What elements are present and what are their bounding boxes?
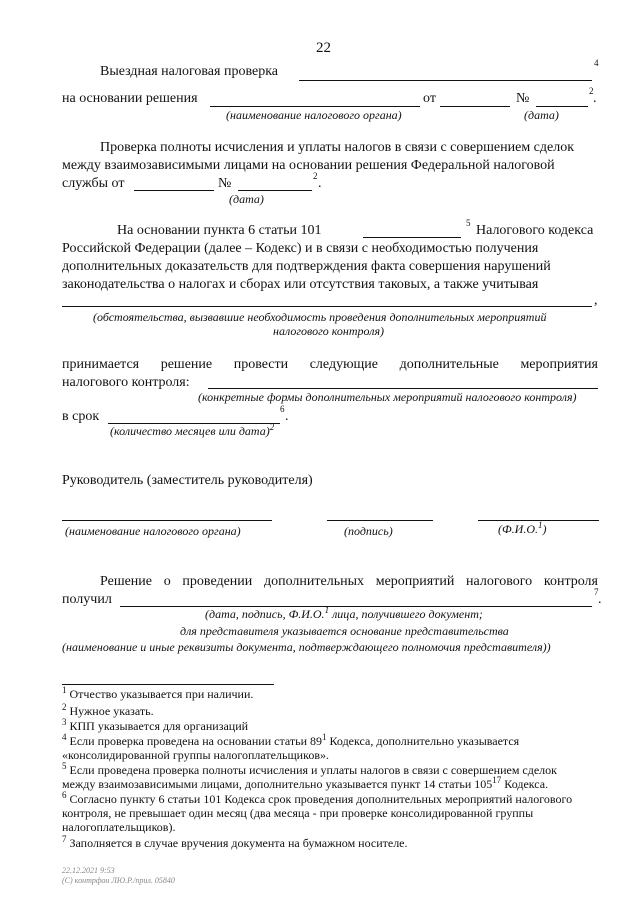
word: проведении <box>182 574 253 589</box>
article-field[interactable] <box>363 237 461 238</box>
para1-footnote-ref: 2 <box>313 171 318 181</box>
para2-line1b: Налогового кодекса <box>476 223 594 238</box>
signature-org-caption: (наименование налогового органа) <box>65 524 241 538</box>
number-sign: № <box>516 91 530 106</box>
circumstances-caption-2: налогового контроля) <box>273 324 385 338</box>
para1-line3: службы от <box>62 176 125 191</box>
footnote-6-cont: контроля, не превышает один месяц (два месяца - при проверке консолидированной группы <box>62 806 534 820</box>
word: провести <box>233 357 289 372</box>
receipt-line1 <box>100 574 598 590</box>
signature-org-field[interactable] <box>62 520 272 521</box>
tax-authority-field[interactable] <box>210 106 420 107</box>
tax-authority-caption: (наименование налогового органа) <box>226 108 402 122</box>
term-label: в срок <box>62 409 100 424</box>
fns-decision-number-field[interactable] <box>238 190 312 191</box>
footnote-2: $^2$ Нужное указать. <box>62 702 154 718</box>
word: принимается <box>62 357 140 372</box>
footnote-ref-4: 4 <box>594 58 599 68</box>
control-measures-field[interactable] <box>208 388 598 389</box>
footnote-ref-2: 2 <box>589 86 594 96</box>
para2-line1a: На основании пункта 6 статьи 101 <box>117 223 322 238</box>
received-label: получил <box>62 592 112 607</box>
term-caption: (количество месяцев или дата)$^2$ <box>110 422 275 438</box>
word: решение <box>160 357 213 372</box>
decision-number-field[interactable] <box>536 106 588 107</box>
para3-line1 <box>62 357 598 373</box>
receipt-caption-1: (дата, подпись, Ф.И.О.$^1$ лица, получившего документ; <box>205 605 483 621</box>
print-stamp-line1: 22.12.2021 9:53 <box>62 866 115 875</box>
para1-line2: между взаимозависимыми лицами на основании решения Федеральной налоговой <box>62 158 555 173</box>
fns-decision-date-field[interactable] <box>134 190 214 191</box>
period: . <box>593 91 597 106</box>
from-label: от <box>423 91 436 106</box>
word: контроля <box>543 574 598 589</box>
footnote-1: $^1$ Отчество указывается при наличии. <box>62 685 254 701</box>
footnote-4-cont: «консолидированной группы налогоплательщиков». <box>62 748 329 762</box>
footnote-separator <box>62 684 274 685</box>
signature-caption: (подпись) <box>344 524 393 538</box>
receipt-footnote-ref: 7 <box>594 587 599 597</box>
control-measures-caption: (конкретные формы дополнительных мероприятий налогового контроля) <box>198 390 577 404</box>
para1-date-caption: (дата) <box>229 192 264 206</box>
circumstances-field[interactable] <box>62 306 592 307</box>
word: о <box>163 574 171 589</box>
footnote-6-cont2: налогоплательщиков). <box>62 820 176 834</box>
print-stamp-line2: (С) контрфон ЛЮ.Р./прил. 05840 <box>62 876 175 885</box>
footnote-4: $^4$ Если проверка проведена на основании статьи $89^1$ Кодекса, дополнительно указывается <box>62 732 520 748</box>
footnote-5-cont: между взаимозависимыми лицами, дополнительно указывается пункт 14 статьи $105^{17}$ Кодекса. <box>62 775 549 791</box>
date-caption: (дата) <box>524 108 559 122</box>
para1-line1: Проверка полноты исчисления и уплаты налогов в связи с совершением сделок <box>100 140 575 155</box>
word: Решение <box>100 574 153 589</box>
circumstances-caption-1: (обстоятельства, вызвавшие необходимость проведения дополнительных мероприятий <box>93 310 547 324</box>
signature-fio-caption: (Ф.И.О.$^1$) <box>498 520 547 536</box>
inspection-title-field[interactable] <box>299 80 592 81</box>
term-footnote-ref: 6 <box>280 404 285 414</box>
decision-date-field[interactable] <box>440 106 510 107</box>
word: налогового <box>466 574 533 589</box>
footnote-7: $^7$ Заполняется в случае вручения документа на бумажном носителе. <box>62 834 408 850</box>
basis-label: на основании решения <box>62 91 198 106</box>
word: мероприятия <box>520 357 598 372</box>
signature-field[interactable] <box>327 520 433 521</box>
para2-line4: законодательства о налогах и сборах или отсутствия таковых, а также учитывая <box>62 277 539 292</box>
para2-line3: дополнительных доказательств для подтверждения факта совершения нарушений <box>62 259 551 274</box>
receipt-caption-3: (наименование и иные реквизиты документа, подтверждающего полномочия представителя)) <box>62 640 551 654</box>
para3-line2: налогового контроля: <box>62 375 190 390</box>
footnote-3: $^3$ КПП указывается для организаций <box>62 717 249 733</box>
head-title: Руководитель (заместитель руководителя) <box>62 473 313 488</box>
para2-line2: Российской Федерации (далее – Кодекс) и в связи с необходимостью получения <box>62 241 539 256</box>
word: дополнительные <box>399 357 499 372</box>
para2-comma: , <box>594 293 598 308</box>
para1-number-sign: № <box>218 176 232 191</box>
word: дополнительных <box>264 574 365 589</box>
footnote-5: $^5$ Если проведена проверка полноты исчисления и уплаты налогов в связи с совершением сделок <box>62 761 557 777</box>
page-number: 22 <box>316 40 331 56</box>
inspection-title: Выездная налоговая проверка <box>100 64 279 79</box>
footnote-6: $^6$ Согласно пункту 6 статьи 101 Кодекса срок проведения дополнительных мероприятий налогового <box>62 790 573 806</box>
receipt-caption-2: для представителя указывается основание представительства <box>180 624 509 638</box>
para2-footnote-ref: 5 <box>466 218 471 228</box>
word: мероприятий <box>375 574 455 589</box>
word: следующие <box>309 357 379 372</box>
